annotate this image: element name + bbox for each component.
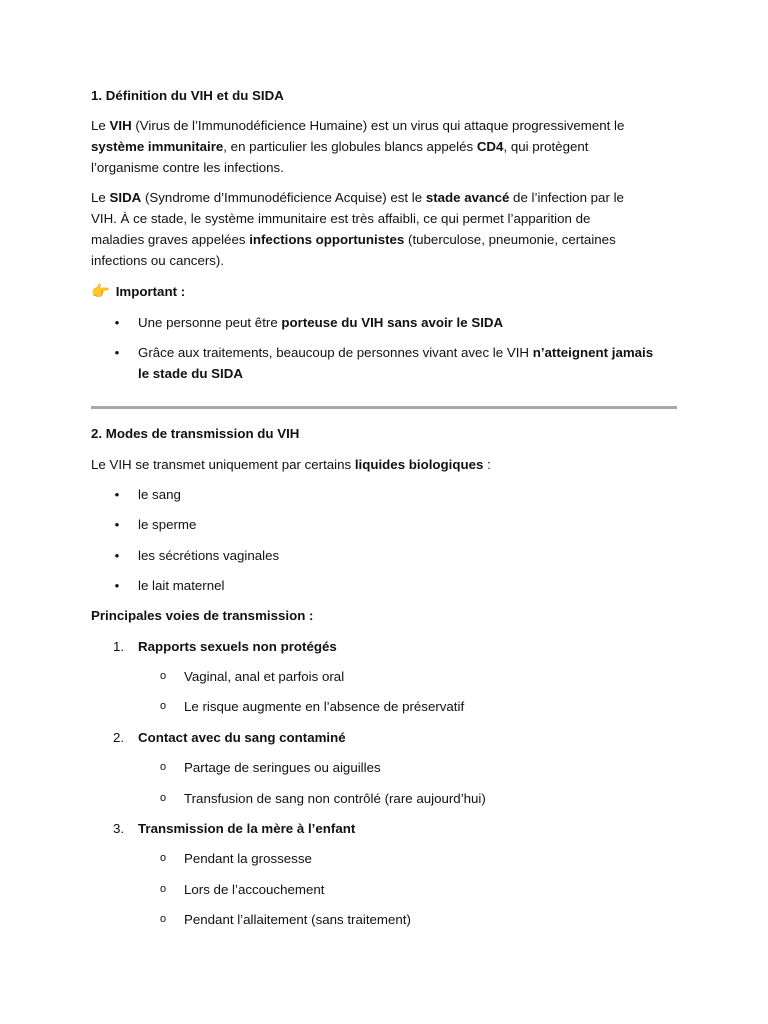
bullet-icon: •: [114, 578, 120, 593]
routes-heading: Principales voies de transmission :: [91, 608, 314, 623]
bullet-icon: •: [114, 315, 120, 330]
circle-bullet-icon: o: [160, 852, 167, 864]
circle-bullet-icon: o: [160, 913, 167, 925]
pointing-hand-icon: 👉: [91, 283, 110, 300]
horizontal-divider: [91, 406, 677, 409]
circle-bullet-icon: o: [160, 670, 167, 682]
important-callout: 👉 Important :: [91, 283, 186, 300]
bullet-icon: •: [114, 487, 120, 502]
bullet-icon: •: [114, 345, 120, 360]
bullet-icon: •: [114, 517, 120, 532]
section-1-heading: 1. Définition du VIH et du SIDA: [91, 88, 284, 103]
section-2-heading: 2. Modes de transmission du VIH: [91, 426, 300, 441]
transmission-intro: Le VIH se transmet uniquement par certains liquides biologiques :: [91, 457, 491, 472]
circle-bullet-icon: o: [160, 700, 167, 712]
circle-bullet-icon: o: [160, 761, 167, 773]
circle-bullet-icon: o: [160, 792, 167, 804]
bullet-icon: •: [114, 548, 120, 563]
circle-bullet-icon: o: [160, 883, 167, 895]
